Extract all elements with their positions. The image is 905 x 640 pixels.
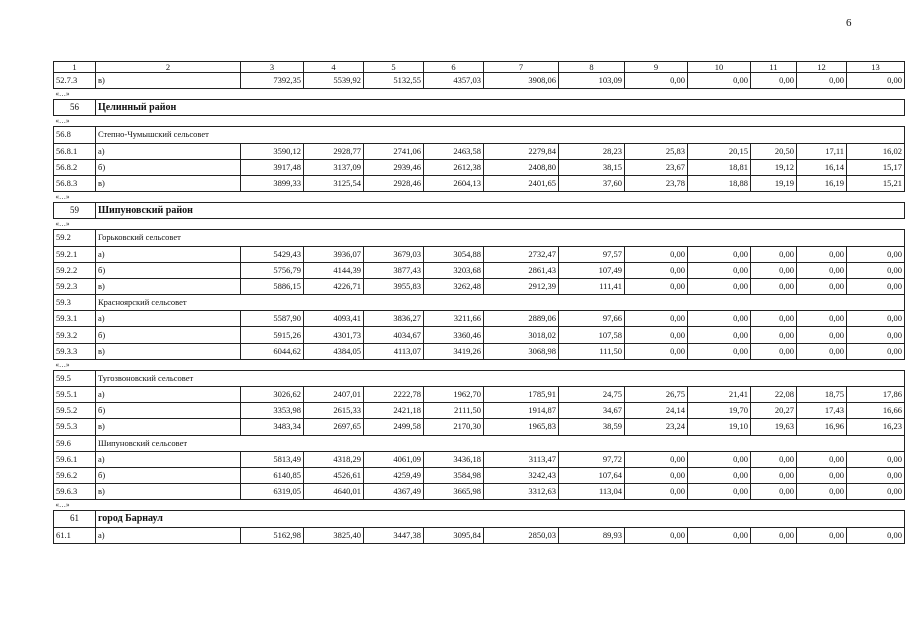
council-code: 59.6 [54, 435, 96, 451]
header-cell: 5 [364, 62, 424, 73]
header-cell: 3 [241, 62, 304, 73]
value-cell: 4259,49 [364, 467, 424, 483]
value-cell: 111,41 [559, 278, 625, 294]
value-cell: 19,19 [751, 175, 797, 191]
value-cell: 3917,48 [241, 159, 304, 175]
value-cell: 5915,26 [241, 327, 304, 343]
value-cell: 97,66 [559, 311, 625, 327]
value-cell: 0,00 [847, 484, 905, 500]
header-cell: 4 [304, 62, 364, 73]
omission-mark: «…» [54, 219, 905, 230]
district-code: 59 [54, 203, 96, 219]
value-cell: 3068,98 [484, 343, 559, 359]
row-variant: б) [96, 467, 241, 483]
value-cell: 3262,48 [424, 278, 484, 294]
value-cell: 89,93 [559, 527, 625, 543]
value-cell: 0,00 [751, 327, 797, 343]
value-cell: 37,60 [559, 175, 625, 191]
value-cell: 3483,34 [241, 419, 304, 435]
omission-row [54, 89, 905, 100]
value-cell: 0,00 [797, 73, 847, 89]
council-code: 59.3 [54, 295, 96, 311]
value-cell: 19,70 [688, 403, 751, 419]
table-row [54, 419, 905, 435]
value-cell: 0,00 [625, 73, 688, 89]
value-cell: 0,00 [797, 327, 847, 343]
row-code: 59.3.3 [54, 343, 96, 359]
value-cell: 0,00 [847, 467, 905, 483]
omission-row [54, 192, 905, 203]
district-code: 56 [54, 100, 96, 116]
value-cell: 16,23 [847, 419, 905, 435]
page-number: 6 [846, 17, 852, 29]
value-cell: 2463,58 [424, 143, 484, 159]
value-cell: 113,04 [559, 484, 625, 500]
value-cell: 3955,83 [364, 278, 424, 294]
value-cell: 3113,47 [484, 451, 559, 467]
value-cell: 0,00 [625, 467, 688, 483]
header-cell: 8 [559, 62, 625, 73]
row-variant: б) [96, 327, 241, 343]
value-cell: 17,43 [797, 403, 847, 419]
value-cell: 3436,18 [424, 451, 484, 467]
value-cell: 0,00 [688, 343, 751, 359]
value-cell: 0,00 [751, 484, 797, 500]
table-row [54, 311, 905, 327]
value-cell: 4034,67 [364, 327, 424, 343]
value-cell: 103,09 [559, 73, 625, 89]
value-cell: 2111,50 [424, 403, 484, 419]
value-cell: 4226,71 [304, 278, 364, 294]
omission-row [54, 500, 905, 511]
value-cell: 1962,70 [424, 387, 484, 403]
table-row [54, 343, 905, 359]
value-cell: 2889,06 [484, 311, 559, 327]
value-cell: 25,83 [625, 143, 688, 159]
row-code: 61.1 [54, 527, 96, 543]
value-cell: 24,75 [559, 387, 625, 403]
row-variant: а) [96, 451, 241, 467]
omission-mark: «…» [54, 359, 905, 370]
header-cell: 9 [625, 62, 688, 73]
header-cell: 10 [688, 62, 751, 73]
value-cell: 0,00 [751, 262, 797, 278]
value-cell: 21,41 [688, 387, 751, 403]
council-code: 59.5 [54, 370, 96, 386]
council-name: Горьковский сельсовет [96, 230, 905, 246]
value-cell: 0,00 [751, 467, 797, 483]
value-cell: 16,19 [797, 175, 847, 191]
value-cell: 4144,39 [304, 262, 364, 278]
table-row [54, 159, 905, 175]
value-cell: 97,72 [559, 451, 625, 467]
value-cell: 18,88 [688, 175, 751, 191]
value-cell: 2697,65 [304, 419, 364, 435]
row-variant: а) [96, 527, 241, 543]
value-cell: 1914,87 [484, 403, 559, 419]
value-cell: 15,21 [847, 175, 905, 191]
value-cell: 111,50 [559, 343, 625, 359]
district-row [54, 511, 905, 527]
value-cell: 0,00 [847, 451, 905, 467]
header-cell: 11 [751, 62, 797, 73]
row-variant: а) [96, 311, 241, 327]
value-cell: 1785,91 [484, 387, 559, 403]
value-cell: 0,00 [751, 343, 797, 359]
value-cell: 0,00 [751, 527, 797, 543]
value-cell: 0,00 [847, 527, 905, 543]
value-cell: 3211,66 [424, 311, 484, 327]
row-variant: б) [96, 403, 241, 419]
value-cell: 0,00 [625, 246, 688, 262]
value-cell: 28,23 [559, 143, 625, 159]
row-code: 59.2.1 [54, 246, 96, 262]
header-cell: 6 [424, 62, 484, 73]
value-cell: 0,00 [797, 451, 847, 467]
value-cell: 0,00 [797, 262, 847, 278]
value-cell: 4357,03 [424, 73, 484, 89]
omission-mark: «…» [54, 116, 905, 127]
value-cell: 0,00 [751, 311, 797, 327]
table-row [54, 327, 905, 343]
value-cell: 0,00 [688, 327, 751, 343]
value-cell: 20,15 [688, 143, 751, 159]
value-cell: 3125,54 [304, 175, 364, 191]
row-code: 59.3.2 [54, 327, 96, 343]
value-cell: 0,00 [847, 311, 905, 327]
value-cell: 0,00 [797, 278, 847, 294]
header-row [54, 62, 905, 73]
value-cell: 0,00 [688, 73, 751, 89]
value-cell: 6140,85 [241, 467, 304, 483]
value-cell: 6319,05 [241, 484, 304, 500]
council-name: Шипуновский сельсовет [96, 435, 905, 451]
omission-row [54, 359, 905, 370]
value-cell: 0,00 [688, 484, 751, 500]
council-name: Степно-Чумышский сельсовет [96, 127, 905, 143]
value-cell: 0,00 [847, 278, 905, 294]
value-cell: 0,00 [625, 451, 688, 467]
table-row [54, 467, 905, 483]
value-cell: 3836,27 [364, 311, 424, 327]
value-cell: 0,00 [797, 246, 847, 262]
value-cell: 2861,43 [484, 262, 559, 278]
row-code: 56.8.3 [54, 175, 96, 191]
value-cell: 17,11 [797, 143, 847, 159]
value-cell: 0,00 [751, 451, 797, 467]
value-cell: 2939,46 [364, 159, 424, 175]
value-cell: 2407,01 [304, 387, 364, 403]
value-cell: 0,00 [797, 311, 847, 327]
row-variant: в) [96, 278, 241, 294]
value-cell: 7392,35 [241, 73, 304, 89]
table-row [54, 451, 905, 467]
value-cell: 2741,06 [364, 143, 424, 159]
value-cell: 4640,01 [304, 484, 364, 500]
value-cell: 23,24 [625, 419, 688, 435]
value-cell: 0,00 [797, 484, 847, 500]
council-name: Красноярский сельсовет [96, 295, 905, 311]
value-cell: 3419,26 [424, 343, 484, 359]
omission-mark: «…» [54, 89, 905, 100]
value-cell: 16,96 [797, 419, 847, 435]
row-variant: б) [96, 159, 241, 175]
district-row [54, 100, 905, 116]
value-cell: 20,50 [751, 143, 797, 159]
value-cell: 24,14 [625, 403, 688, 419]
value-cell: 2615,33 [304, 403, 364, 419]
value-cell: 3679,03 [364, 246, 424, 262]
header-cell: 1 [54, 62, 96, 73]
table-row [54, 175, 905, 191]
value-cell: 0,00 [847, 327, 905, 343]
value-cell: 0,00 [688, 467, 751, 483]
value-cell: 38,15 [559, 159, 625, 175]
value-cell: 3825,40 [304, 527, 364, 543]
value-cell: 1965,83 [484, 419, 559, 435]
value-cell: 16,14 [797, 159, 847, 175]
value-cell: 2170,30 [424, 419, 484, 435]
row-code: 59.5.2 [54, 403, 96, 419]
row-code: 59.5.1 [54, 387, 96, 403]
value-cell: 3447,38 [364, 527, 424, 543]
value-cell: 18,81 [688, 159, 751, 175]
value-cell: 0,00 [688, 278, 751, 294]
value-cell: 0,00 [751, 73, 797, 89]
row-code: 56.8.2 [54, 159, 96, 175]
table-row [54, 246, 905, 262]
value-cell: 107,49 [559, 262, 625, 278]
row-code: 59.2.3 [54, 278, 96, 294]
value-cell: 5886,15 [241, 278, 304, 294]
omission-row [54, 116, 905, 127]
value-cell: 0,00 [625, 311, 688, 327]
value-cell: 3054,88 [424, 246, 484, 262]
value-cell: 0,00 [688, 246, 751, 262]
value-cell: 4526,61 [304, 467, 364, 483]
value-cell: 22,08 [751, 387, 797, 403]
value-cell: 3095,84 [424, 527, 484, 543]
value-cell: 4367,49 [364, 484, 424, 500]
district-name: город Барнаул [96, 511, 905, 527]
header-cell: 13 [847, 62, 905, 73]
value-cell: 3665,98 [424, 484, 484, 500]
value-cell: 2928,77 [304, 143, 364, 159]
value-cell: 0,00 [751, 278, 797, 294]
council-row [54, 230, 905, 246]
row-variant: в) [96, 484, 241, 500]
row-variant: в) [96, 73, 241, 89]
value-cell: 0,00 [847, 343, 905, 359]
value-cell: 19,63 [751, 419, 797, 435]
value-cell: 0,00 [797, 343, 847, 359]
value-cell: 0,00 [625, 262, 688, 278]
value-cell: 0,00 [625, 327, 688, 343]
district-name: Целинный район [96, 100, 905, 116]
row-code: 59.5.3 [54, 419, 96, 435]
value-cell: 38,59 [559, 419, 625, 435]
value-cell: 0,00 [847, 262, 905, 278]
row-code: 59.6.1 [54, 451, 96, 467]
value-cell: 26,75 [625, 387, 688, 403]
value-cell: 20,27 [751, 403, 797, 419]
value-cell: 0,00 [688, 262, 751, 278]
value-cell: 5587,90 [241, 311, 304, 327]
value-cell: 4301,73 [304, 327, 364, 343]
table-row [54, 387, 905, 403]
value-cell: 18,75 [797, 387, 847, 403]
value-cell: 0,00 [688, 527, 751, 543]
value-cell: 17,86 [847, 387, 905, 403]
value-cell: 2850,03 [484, 527, 559, 543]
row-code: 59.6.3 [54, 484, 96, 500]
value-cell: 97,57 [559, 246, 625, 262]
table-row [54, 278, 905, 294]
value-cell: 5162,98 [241, 527, 304, 543]
value-cell: 3899,33 [241, 175, 304, 191]
value-cell: 0,00 [847, 73, 905, 89]
value-cell: 15,17 [847, 159, 905, 175]
value-cell: 0,00 [797, 467, 847, 483]
value-cell: 3584,98 [424, 467, 484, 483]
value-cell: 0,00 [688, 311, 751, 327]
value-cell: 2421,18 [364, 403, 424, 419]
value-cell: 5813,49 [241, 451, 304, 467]
council-row [54, 370, 905, 386]
table-body [54, 62, 905, 544]
value-cell: 3312,63 [484, 484, 559, 500]
value-cell: 0,00 [751, 246, 797, 262]
value-cell: 3242,43 [484, 467, 559, 483]
value-cell: 3590,12 [241, 143, 304, 159]
council-code: 59.2 [54, 230, 96, 246]
value-cell: 3203,68 [424, 262, 484, 278]
value-cell: 5132,55 [364, 73, 424, 89]
row-variant: в) [96, 343, 241, 359]
value-cell: 3026,62 [241, 387, 304, 403]
row-code: 59.2.2 [54, 262, 96, 278]
table-row [54, 143, 905, 159]
value-cell: 5756,79 [241, 262, 304, 278]
row-code: 52.7.3 [54, 73, 96, 89]
header-cell: 12 [797, 62, 847, 73]
value-cell: 3018,02 [484, 327, 559, 343]
value-cell: 0,00 [625, 527, 688, 543]
value-cell: 16,02 [847, 143, 905, 159]
value-cell: 3908,06 [484, 73, 559, 89]
value-cell: 3137,09 [304, 159, 364, 175]
council-row [54, 127, 905, 143]
row-variant: в) [96, 419, 241, 435]
district-name: Шипуновский район [96, 203, 905, 219]
table-row [54, 262, 905, 278]
value-cell: 23,67 [625, 159, 688, 175]
row-code: 59.3.1 [54, 311, 96, 327]
value-cell: 16,66 [847, 403, 905, 419]
omission-mark: «…» [54, 192, 905, 203]
header-cell: 2 [96, 62, 241, 73]
omission-mark: «…» [54, 500, 905, 511]
value-cell: 2912,39 [484, 278, 559, 294]
row-variant: а) [96, 246, 241, 262]
value-cell: 2604,13 [424, 175, 484, 191]
value-cell: 107,64 [559, 467, 625, 483]
value-cell: 0,00 [625, 343, 688, 359]
value-cell: 107,58 [559, 327, 625, 343]
value-cell: 23,78 [625, 175, 688, 191]
district-row [54, 203, 905, 219]
value-cell: 2732,47 [484, 246, 559, 262]
value-cell: 0,00 [625, 278, 688, 294]
omission-row [54, 219, 905, 230]
council-row [54, 295, 905, 311]
value-cell: 3353,98 [241, 403, 304, 419]
value-cell: 3360,46 [424, 327, 484, 343]
council-code: 56.8 [54, 127, 96, 143]
value-cell: 19,10 [688, 419, 751, 435]
table-row [54, 527, 905, 543]
value-cell: 0,00 [847, 246, 905, 262]
table-row [54, 484, 905, 500]
value-cell: 19,12 [751, 159, 797, 175]
row-variant: б) [96, 262, 241, 278]
value-cell: 2279,84 [484, 143, 559, 159]
table-row [54, 403, 905, 419]
value-cell: 5429,43 [241, 246, 304, 262]
value-cell: 2222,78 [364, 387, 424, 403]
value-cell: 0,00 [797, 527, 847, 543]
value-cell: 4384,05 [304, 343, 364, 359]
table-row [54, 73, 905, 89]
value-cell: 2612,38 [424, 159, 484, 175]
value-cell: 4318,29 [304, 451, 364, 467]
value-cell: 4061,09 [364, 451, 424, 467]
value-cell: 4093,41 [304, 311, 364, 327]
value-cell: 6044,62 [241, 343, 304, 359]
value-cell: 3936,07 [304, 246, 364, 262]
value-cell: 5539,92 [304, 73, 364, 89]
value-cell: 2401,65 [484, 175, 559, 191]
value-cell: 2499,58 [364, 419, 424, 435]
row-variant: а) [96, 143, 241, 159]
district-code: 61 [54, 511, 96, 527]
header-cell: 7 [484, 62, 559, 73]
value-cell: 4113,07 [364, 343, 424, 359]
row-code: 59.6.2 [54, 467, 96, 483]
row-variant: а) [96, 387, 241, 403]
row-variant: в) [96, 175, 241, 191]
value-cell: 0,00 [688, 451, 751, 467]
row-code: 56.8.1 [54, 143, 96, 159]
value-cell: 2408,80 [484, 159, 559, 175]
council-name: Тугозвоновский сельсовет [96, 370, 905, 386]
value-cell: 0,00 [625, 484, 688, 500]
tariff-table [53, 61, 905, 544]
value-cell: 2928,46 [364, 175, 424, 191]
value-cell: 34,67 [559, 403, 625, 419]
council-row [54, 435, 905, 451]
value-cell: 3877,43 [364, 262, 424, 278]
